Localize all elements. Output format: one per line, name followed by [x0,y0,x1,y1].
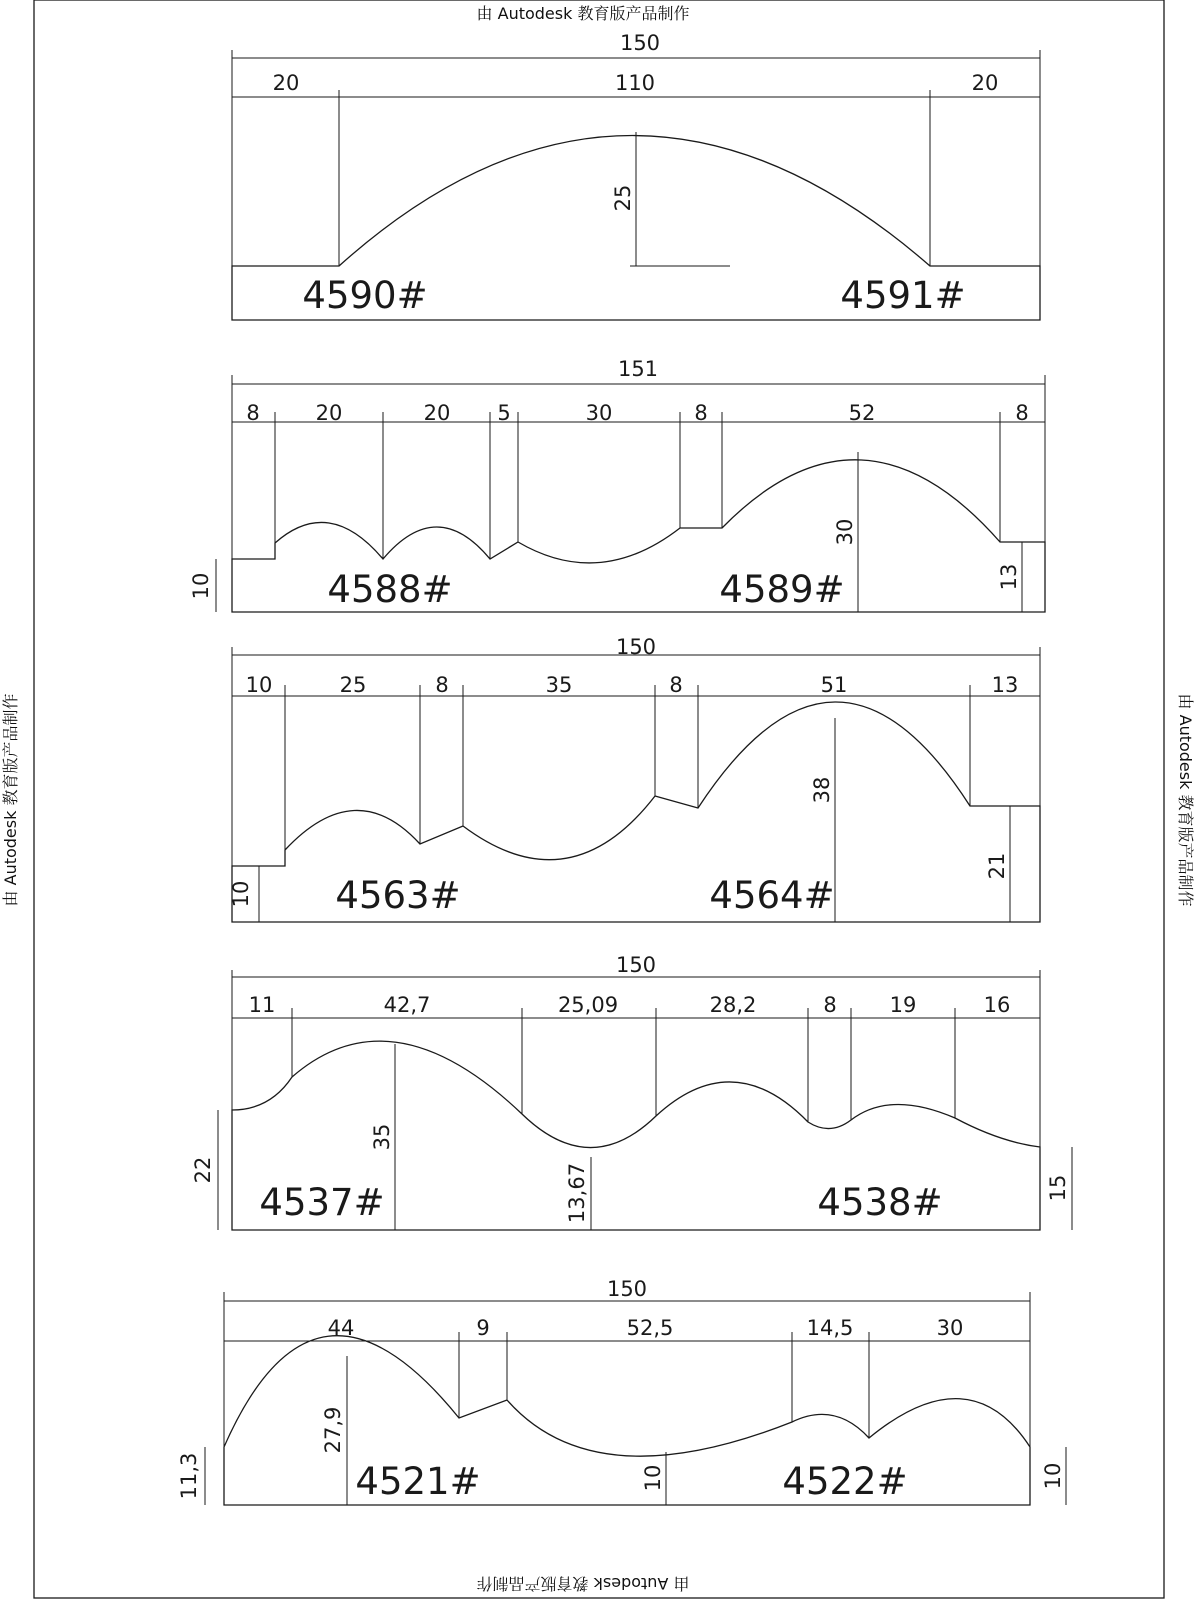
vertical-dim: 10 [189,572,213,600]
segment-width-dim: 13 [991,673,1019,697]
segment-width-dim: 20 [272,71,300,95]
sheet-border [34,0,1164,1598]
profile-4563-4564 [229,635,1040,922]
part-label: 4563# [335,874,461,917]
part-label: 4564# [709,874,835,917]
profile-4588-4589 [189,357,1045,612]
segment-width-dim: 51 [820,673,848,697]
vertical-dim: 10 [641,1464,665,1492]
vertical-dim: 22 [191,1156,215,1184]
segment-width-dim: 25 [339,673,367,697]
vertical-dim: 11,3 [177,1452,201,1500]
profile-4521-4522 [177,1277,1066,1505]
part-label: 4521# [355,1460,481,1503]
watermark-left: 由 Autodesk 教育版产品制作 [1,693,20,907]
part-label: 4588# [327,568,453,611]
part-label: 4590# [302,274,428,317]
segment-width-dim: 44 [327,1316,355,1340]
vertical-dim: 13 [997,563,1021,591]
segment-width-dim: 20 [315,401,343,425]
part-label: 4522# [782,1460,908,1503]
overall-width-dim: 151 [617,357,659,381]
vertical-dim: 25 [611,184,635,212]
segment-width-dim: 30 [585,401,613,425]
vertical-dim: 38 [810,776,834,804]
vertical-dim: 35 [370,1123,394,1151]
part-label: 4591# [840,274,966,317]
segment-width-dim: 30 [936,1316,964,1340]
segment-width-dim: 20 [971,71,999,95]
segment-width-dim: 11 [248,993,276,1017]
part-label: 4537# [259,1181,385,1224]
vertical-dim: 10 [229,880,253,908]
segment-width-dim: 8 [669,673,683,697]
profile-4537-4538 [191,953,1072,1230]
watermark-top: 由 Autodesk 教育版产品制作 [476,4,690,23]
vertical-dim: 15 [1046,1174,1070,1202]
overall-width-dim: 150 [606,1277,648,1301]
segment-width-dim: 5 [497,401,511,425]
vertical-dim: 21 [985,852,1009,880]
segment-width-dim: 42,7 [383,993,431,1017]
segment-width-dim: 52,5 [626,1316,674,1340]
segment-width-dim: 10 [245,673,273,697]
segment-width-dim: 20 [423,401,451,425]
segment-width-dim: 8 [435,673,449,697]
profile-4590-4591 [232,31,1040,320]
segment-width-dim: 35 [545,673,573,697]
vertical-dim: 10 [1041,1462,1065,1490]
overall-width-dim: 150 [615,953,657,977]
segment-width-dim: 52 [848,401,876,425]
segment-width-dim: 8 [1015,401,1029,425]
vertical-dim: 30 [833,518,857,546]
segment-width-dim: 8 [246,401,260,425]
segment-width-dim: 16 [983,993,1011,1017]
segment-width-dim: 9 [476,1316,490,1340]
segment-width-dim: 14,5 [806,1316,854,1340]
overall-width-dim: 150 [619,31,661,55]
segment-width-dim: 110 [614,71,656,95]
segment-width-dim: 8 [694,401,708,425]
watermark-right: 由 Autodesk 教育版产品制作 [1176,693,1195,907]
vertical-dim: 13,67 [565,1162,589,1224]
segment-width-dim: 19 [889,993,917,1017]
segment-width-dim: 8 [823,993,837,1017]
segment-width-dim: 28,2 [709,993,757,1017]
overall-width-dim: 150 [615,635,657,659]
vertical-dim: 27,9 [321,1406,345,1454]
watermark-bottom: 由 Autodesk 教育版产品制作 [476,1574,690,1593]
part-label: 4589# [719,568,845,611]
part-label: 4538# [817,1181,943,1224]
segment-width-dim: 25,09 [557,993,619,1017]
